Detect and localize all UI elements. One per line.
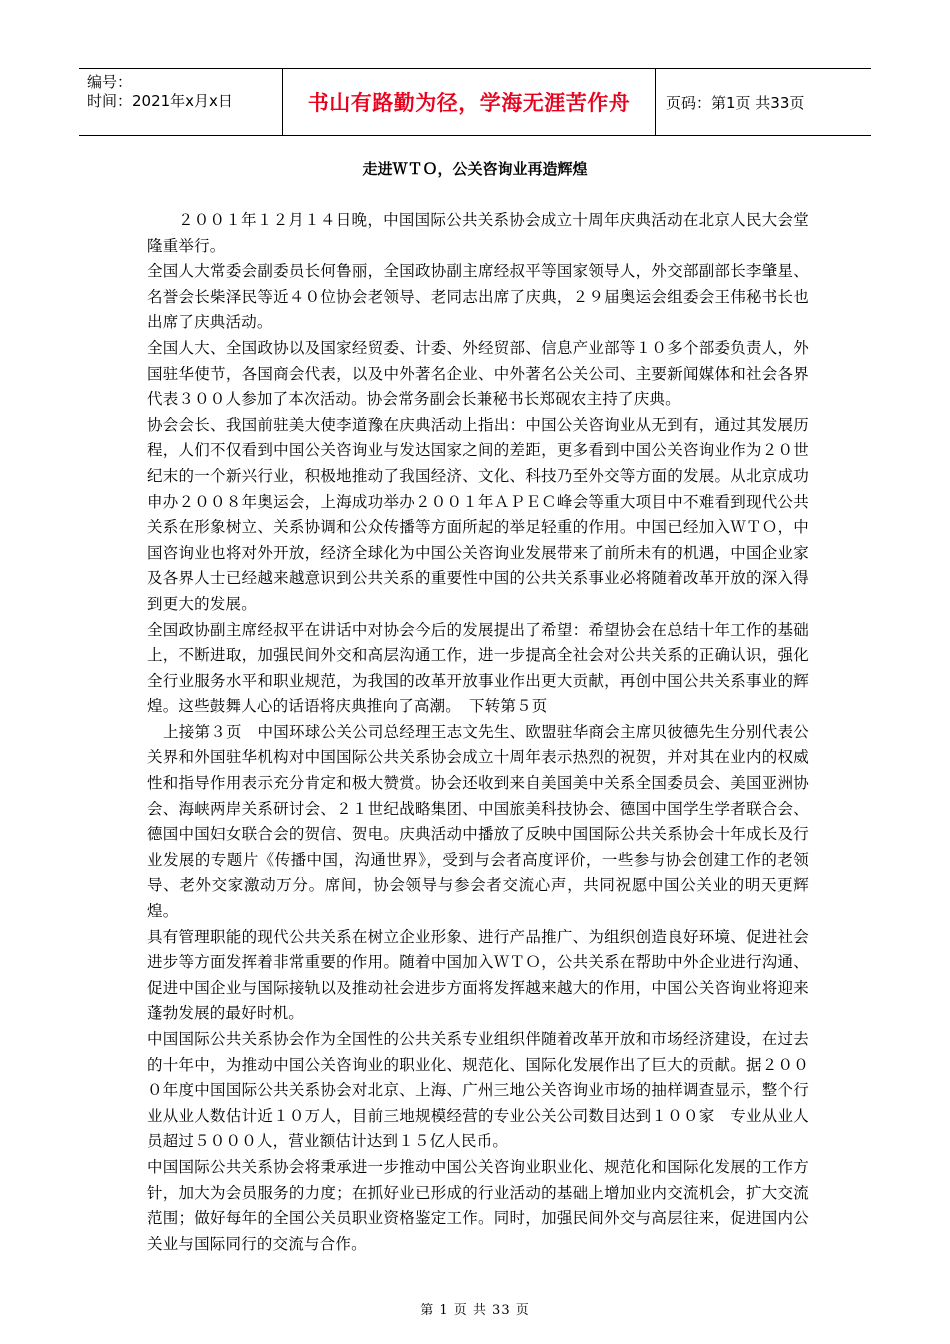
header-page-info: 页码：第1页 共33页: [666, 93, 805, 112]
article-body: [147, 208, 809, 1257]
number-label: 编号：: [87, 73, 133, 91]
paragraph-2: 全国人大常委会副委员长何鲁丽，全国政协副主席经叔平等国家领导人，外交部副部长李肇星、名誉会长柴泽民等近４０位协会老领导、老同志出席了庆典，２９届奥运会组委会王伟秘书长也出席了庆典活动。: [147, 262, 809, 332]
paragraph-7: 具有管理职能的现代公共关系在树立企业形象、进行产品推广、为组织创造良好环境、促进社会进步等方面发挥着非常重要的作用。随着中国加入ＷＴＯ，公共关系在帮助中外企业进行沟通、促进中国企业与国际接轨以及推动社会进步方面将发挥越来越大的作用，中国公关咨询业将迎来蓬勃发展的最好时机。: [147, 927, 809, 1023]
paragraph-6: 上接第３页 中国环球公关公司总经理王志文先生、欧盟驻华商会主席贝彼德先生分别代表公关界和外国驻华机构对中国国际公共关系协会成立十周年表示热烈的祝贺，并对其在业内的权威性和指导作用表示充分肯定和极大赞赏。协会还收到来自美国美中关系全国委员会、美国亚洲协会、海峡两岸关系研讨会、２１世纪战略集团、中国旅美科技协会、德国中国学生学者联合会、德国中国妇女联合会的贺信、贺电。庆典活动中播放了反映中国国际公共关系协会十年成长及行业发展的专题片《传播中国，沟通世界》，受到与会者高度评价，一些参与协会创建工作的老领导、老外交家激动万分。席间，协会领导与参会者交流心声，共同祝愿中国公关业的明天更辉煌。: [147, 722, 809, 921]
time-label: 时间：2021年x月x日: [87, 92, 233, 110]
header-meta: [79, 69, 283, 135]
paragraph-1: ２００１年１２月１４日晚，中国国际公共关系协会成立十周年庆典活动在北京人民大会堂隆重举行。: [147, 211, 809, 255]
page-footer: 第 1 页 共 33 页: [420, 1303, 530, 1318]
header-motto: 书山有路勤为径，学海无涯苦作舟: [283, 69, 656, 135]
paragraph-9: 中国国际公共关系协会将秉承进一步推动中国公关咨询业职业化、规范化和国际化发展的工作方针，加大为会员服务的力度；在抓好业已形成的行业活动的基础上增加业内交流机会，扩大交流范围；做好每年的全国公关员职业资格鉴定工作。同时，加强民间外交与高层往来，促进国内公关业与国际同行的交流与合作。: [147, 1157, 809, 1253]
paragraph-4: 协会会长、我国前驻美大使李道豫在庆典活动上指出：中国公关咨询业从无到有，通过其发展历程，人们不仅看到中国公关咨询业与发达国家之间的差距，更多看到中国公关咨询业作为２０世纪末的一个新兴行业，积极地推动了我国经济、文化、科技乃至外交等方面的发展。从北京成功申办２００８年奥运会，上海成功举办２００１年ＡＰＥＣ峰会等重大项目中不难看到现代公共关系在形象树立、关系协调和公众传播等方面所起的举足轻重的作用。中国已经加入ＷＴＯ，中国咨询业也将对外开放，经济全球化为中国公关咨询业发展带来了前所未有的机遇，中国企业家及各界人士已经越来越意识到公共关系的重要性中国的公共关系事业必将随着改革开放的深入得到更大的发展。: [147, 415, 809, 613]
paragraph-8: 中国国际公共关系协会作为全国性的公共关系专业组织伴随着改革开放和市场经济建设，在过去的十年中，为推动中国公关咨询业的职业化、规范化、国际化发展作出了巨大的贡献。据２０００年度中国国际公共关系协会对北京、上海、广州三地公关咨询业市场的抽样调查显示，整个行业从业人数估计近１０万人，目前三地规模经营的专业公关公司数目达到１００家 专业从业人员超过５０００人，营业额估计达到１５亿人民币。: [147, 1030, 809, 1151]
paragraph-5: 全国政协副主席经叔平在讲话中对协会今后的发展提出了希望：希望协会在总结十年工作的基础上，不断进取，加强民间外交和高层沟通工作，进一步提高全社会对公共关系的正确认识，强化全行业服务水平和职业规范，为我国的改革开放事业作出更大贡献，再创中国公共关系事业的辉煌。这些鼓舞人心的话语将庆典推向了高潮。 下转第５页: [147, 620, 809, 716]
paragraph-3: 全国人大、全国政协以及国家经贸委、计委、外经贸部、信息产业部等１０多个部委负责人，外国驻华使节，各国商会代表，以及中外著名企业、中外著名公关公司、主要新闻媒体和社会各界代表３００人参加了本次活动。协会常务副会长兼秘书长郑砚农主持了庆典。: [147, 338, 809, 409]
document-header: [79, 68, 871, 136]
article-title: 走进ＷＴＯ，公关咨询业再造辉煌: [362, 160, 588, 178]
